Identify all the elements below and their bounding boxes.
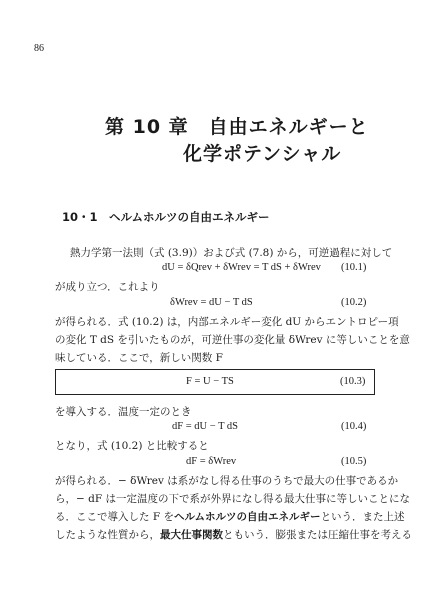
equation-10-4: dF = dU − T dS [172, 421, 239, 432]
term-maximum-work-function: 最大仕事関数 [160, 529, 223, 541]
body-line [55, 509, 405, 524]
chapter-title-line2: 化学ポテンシャル [183, 143, 342, 165]
body-text: したような性質から， [55, 529, 160, 541]
section-heading: 10・1 ヘルムホルツの自由エネルギー [62, 210, 270, 224]
equation-number: (10.2) [341, 297, 367, 308]
page-number: 86 [34, 43, 44, 54]
equation-10-3: F = U − TS [186, 376, 234, 387]
body-line: ら，− dF は一定温度の下で系が外界になし得る最大仕事に等しいことにな [55, 493, 410, 505]
equation-number: (10.4) [341, 421, 367, 432]
term-helmholtz-free-energy: ヘルムホルツの自由エネルギー [173, 511, 321, 523]
body-line [55, 527, 412, 542]
equation-number: (10.1) [341, 262, 367, 273]
equation-10-1: dU = δQrev + δWrev = T dS + δWrev [162, 262, 321, 273]
body-line: が得られる．− δWrev は系がなし得る仕事のうちで最大の仕事であるか [55, 475, 399, 487]
chapter-title-line1: 第 10 章 自由エネルギーと [105, 116, 369, 138]
body-line: 味している．ここで，新しい関数 F [55, 352, 223, 364]
body-line: となり，式 (10.2) と比較すると [55, 440, 209, 452]
equation-10-2: δWrev = dU − T dS [170, 297, 253, 308]
body-line: が得られる．式 (10.2) は，内部エネルギー変化 dU からエントロピー項 [55, 316, 399, 328]
equation-10-5: dF = δWrev [186, 456, 237, 467]
equation-number: (10.3) [340, 376, 366, 387]
body-line: を導入する．温度一定のとき [55, 406, 192, 418]
equation-number: (10.5) [341, 456, 367, 467]
body-text: ともいう．膨張または圧縮仕事を考える [223, 529, 412, 541]
body-line: の変化 T dS を引いたものが，可逆仕事の変化量 δWrev に等しいことを意 [55, 334, 410, 346]
body-text: る．ここで導入した F を [55, 511, 174, 523]
boxed-equation [55, 369, 375, 395]
body-text: という．また上述 [320, 511, 405, 523]
body-line: が成り立つ．これより [55, 281, 160, 293]
body-line: 熱力学第一法則（式 (3.9)）および式 (7.8) から，可逆過程に対して [70, 247, 393, 259]
